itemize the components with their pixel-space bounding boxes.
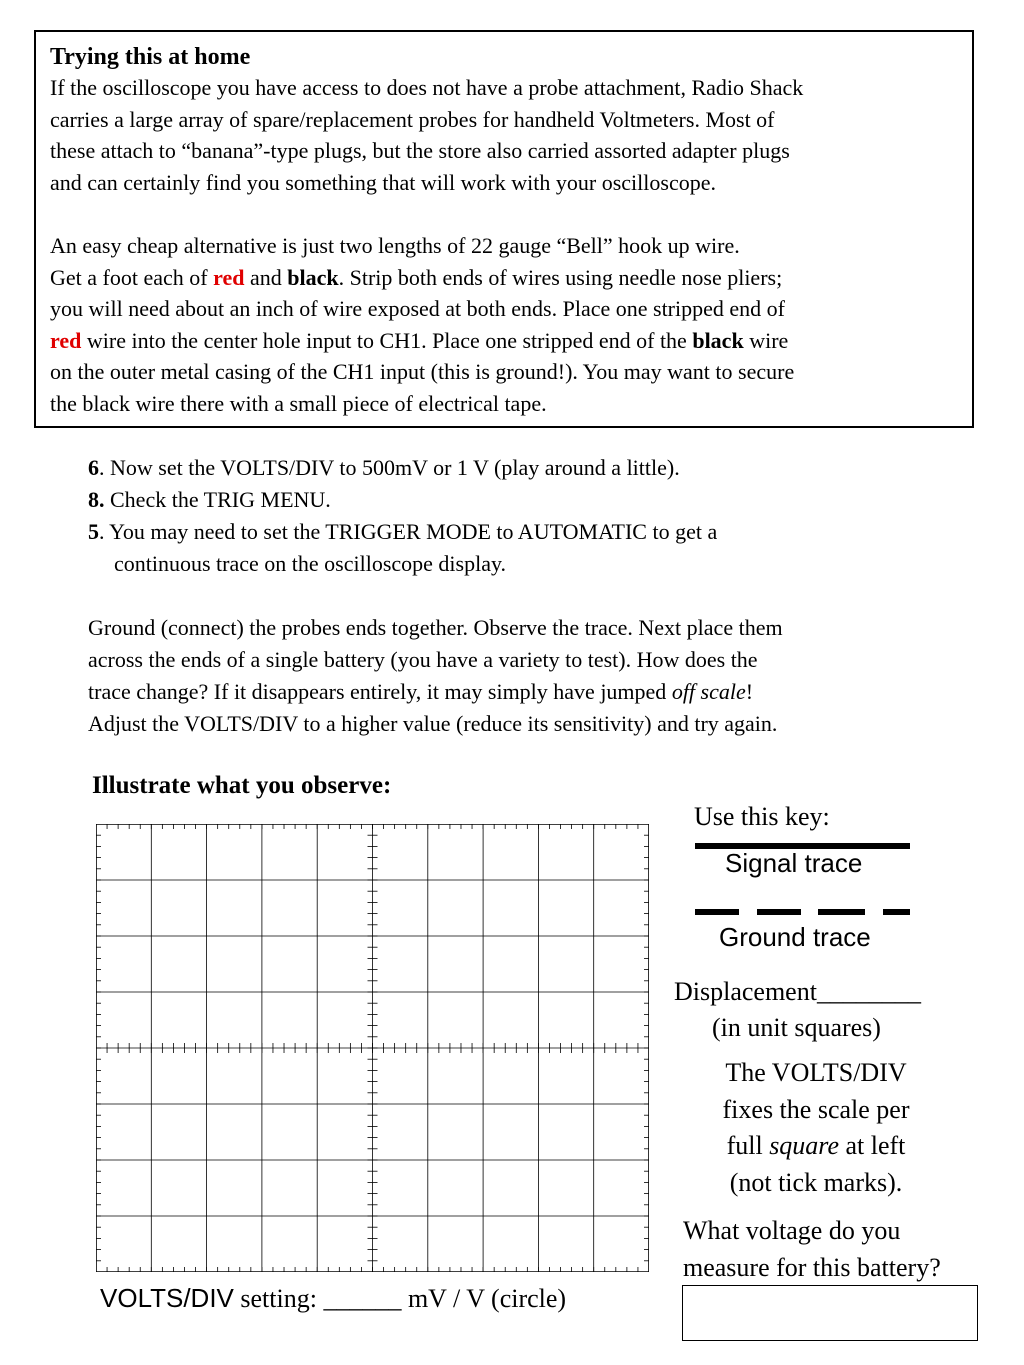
oscilloscope-grid[interactable] xyxy=(96,824,649,1272)
step-continuation: continuous trace on the oscilloscope display. xyxy=(114,551,507,576)
volts-div-note: The VOLTS/DIV fixes the scale per full square at left (not tick marks). xyxy=(722,1058,910,1197)
tip-box xyxy=(34,30,974,428)
tip-line: on the outer metal casing of the CH1 input (this is ground!). You may want to secure xyxy=(50,359,795,385)
voltage-question: What voltage do you measure for this battery? xyxy=(683,1216,941,1282)
key-title: Use this key: xyxy=(694,802,830,831)
ground-trace-label: Ground trace xyxy=(719,922,871,952)
red-word: red xyxy=(213,264,245,290)
displacement-subtitle: (in unit squares) xyxy=(712,1013,881,1042)
black-word: black xyxy=(287,264,339,290)
volts-div-setting[interactable]: VOLTS/DIV setting: ______ mV / V (circle) xyxy=(100,1283,567,1313)
tip-line: If the oscilloscope you have access to does not have a probe attachment, Radio Shack xyxy=(50,75,804,100)
tip-title: Trying this at home xyxy=(50,44,251,70)
voltage-answer-box[interactable] xyxy=(682,1285,978,1341)
tip-line: the black wire there with a small piece of electrical tape. xyxy=(50,390,547,416)
black-word: black xyxy=(692,327,744,353)
ground-trace-dash xyxy=(818,909,865,915)
displacement-field[interactable]: Displacement________ xyxy=(674,977,921,1006)
tip-line: these attach to “banana”-type plugs, but the store also carried assorted adapter plugs xyxy=(50,138,790,164)
tip-line: and can certainly find you something that will work with your oscilloscope. xyxy=(50,169,716,195)
tip-paragraph-1 xyxy=(50,72,958,198)
tip-line: red wire into the center hole input to CH1. Place one stripped end of the black wire xyxy=(50,327,789,353)
observation-paragraph: Ground (connect) the probes ends together. Observe the trace. Next place them across the ends of a single battery (you have a variety to test). How does the trace change? If it disappears entirely, it may simply have jumped off scale! Adjust the VOLTS/DIV to a higher value (reduce its sensitivity) and try again. xyxy=(88,615,783,736)
step-item: 8. Check the TRIG MENU. xyxy=(88,487,331,512)
tip-line: you will need about an inch of wire exposed at both ends. Place one stripped end of xyxy=(50,296,785,322)
tip-line: Get a foot each of red and black. Strip both ends of wires using needle nose pliers; xyxy=(50,264,783,290)
ground-trace-dash xyxy=(695,909,739,915)
tip-line: carries a large array of spare/replacement probes for handheld Voltmeters. Most of xyxy=(50,106,775,132)
ground-trace-dash xyxy=(883,909,910,915)
ground-trace-dash xyxy=(757,909,801,915)
tip-line: An easy cheap alternative is just two lengths of 22 gauge “Bell” hook up wire. xyxy=(50,232,740,258)
illustrate-heading: Illustrate what you observe: xyxy=(92,772,392,799)
step-item: 6. Now set the VOLTS/DIV to 500mV or 1 V (play around a little). xyxy=(88,455,680,480)
step-item: 5. You may need to set the TRIGGER MODE to AUTOMATIC to get a xyxy=(88,519,718,544)
tip-paragraph-2 xyxy=(50,230,958,420)
red-word: red xyxy=(50,327,82,353)
steps-list xyxy=(88,452,717,580)
signal-trace-label: Signal trace xyxy=(725,848,863,878)
